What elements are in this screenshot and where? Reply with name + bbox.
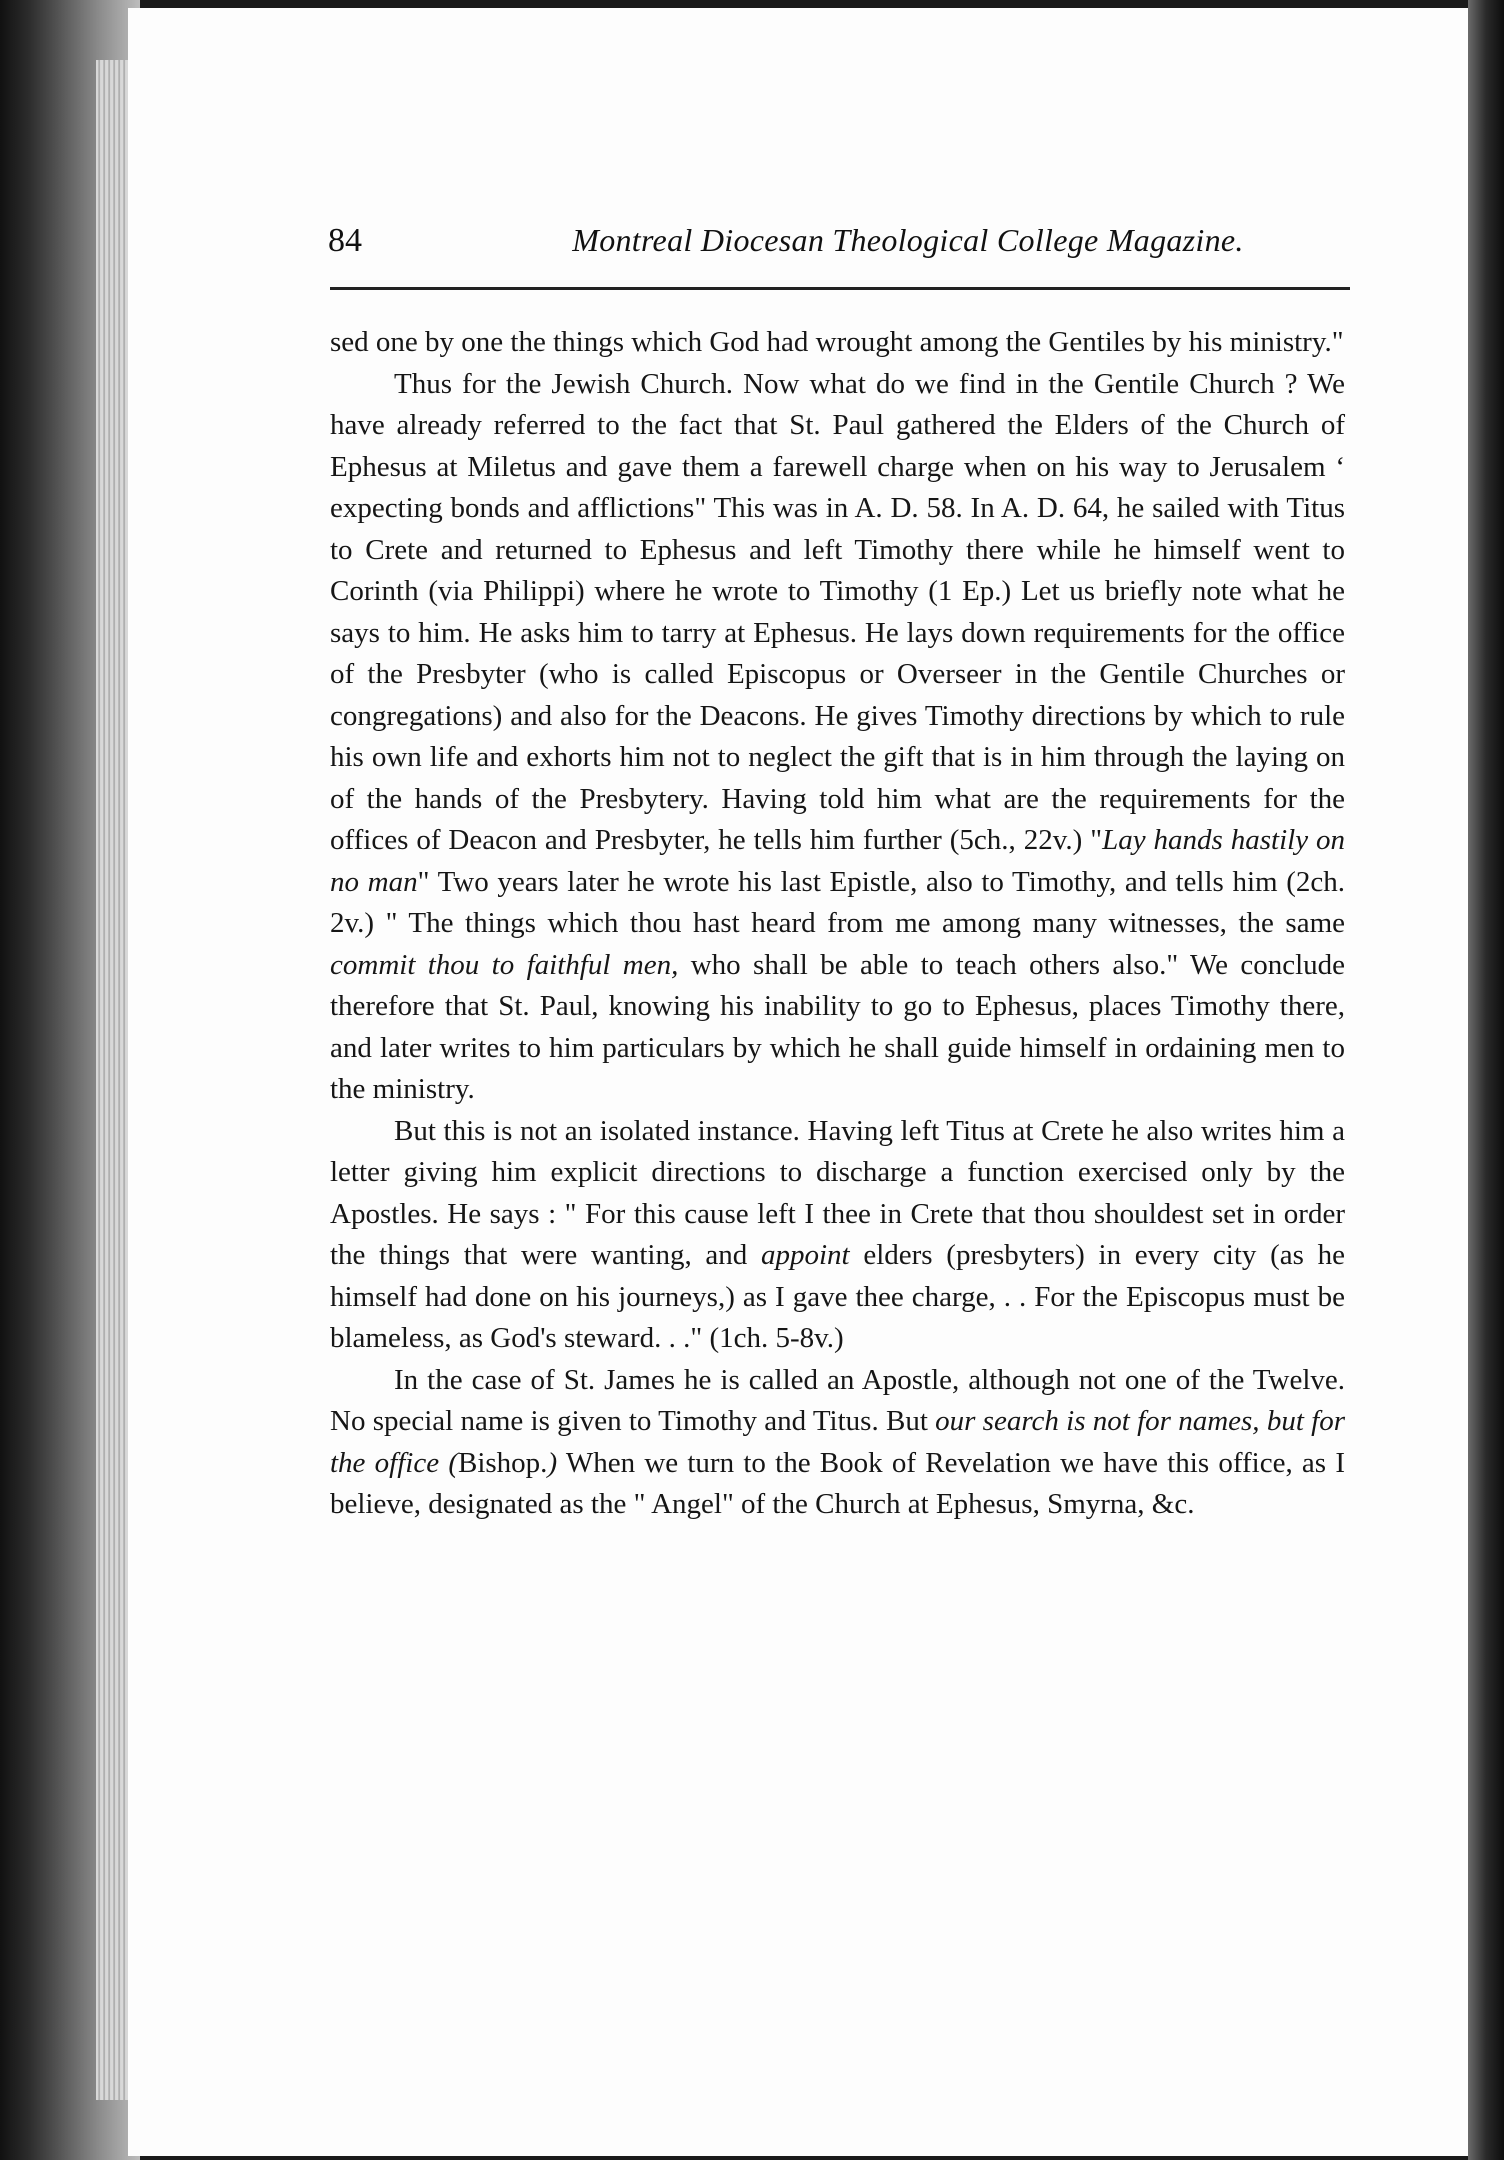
paragraph: [330, 322, 1345, 364]
page-gutter-shadow: [1468, 0, 1504, 2160]
text-run: elders (presbyters) in every city (as he himself had done on his journeys,) as I gave thee charge, . . For the Episcopus must be blameless, as God's steward. . ." (1ch. 5-8v.): [330, 1239, 1345, 1354]
running-title: Montreal Diocesan Theological College Magazine.: [572, 222, 1244, 258]
italic-text-run: commit thou to faithful men,: [330, 948, 679, 981]
article-body: [330, 322, 1345, 1526]
page-number: 84: [328, 222, 362, 259]
text-run: In the case of St. James he is called an Apostle, although not one of the Twelve. No special name is given to Timothy and Titus. But: [330, 1363, 1345, 1437]
text-run: " Two years later he wrote his last Epistle, also to Timothy, and tells him (2ch. 2v.) " The things which thou hast heard from me among many witnesses, the same: [330, 865, 1345, 939]
paragraph: [330, 1360, 1345, 1526]
header-rule: [330, 287, 1350, 290]
text-run: But this is not an isolated instance. Having left Titus at Crete he also writes him a letter giving him explicit directions to discharge a function exercised only by the Apostles. He says : " For this cause left I thee in Crete that thou shouldest set in order the things that were wanting, and: [330, 1114, 1345, 1271]
paragraph: [330, 1111, 1345, 1360]
italic-text-run: our search is not for names, but for the office (: [330, 1405, 1345, 1479]
text-run: When we turn to the Book of Revelation we have this office, as I believe, designated as the " Angel" of the Church at Ephesus, Smyrna, &c.: [330, 1446, 1345, 1520]
text-run: Bishop.: [458, 1446, 548, 1479]
italic-text-run: appoint: [761, 1239, 850, 1271]
italic-text-run: ): [547, 1446, 558, 1479]
text-run: Thus for the Jewish Church. Now what do we find in the Gentile Church ? We have already referred to the fact that St. Paul gathered the Elders of the Church of Ephesus at Miletus and gave them a farewell charge when on his way to Jerusalem ‘ expecting bonds and afflictions" This was in A. D. 58. In A. D. 64, he sailed with Titus to Crete and returned to Ephesus and left Timothy there while he himself went to Corinth (via Philippi) where he wrote to Timothy (1 Ep.) Let us briefly note what he says to him. He asks him to tarry at Ephesus. He lays down requirements for the office of the Presbyter (who is called Episcopus or Overseer in the Gentile Churches or congregations) and also for the Deacons. He gives Timothy directions by which to rule his own life and exhorts him not to neglect the gift that is in him through the laying on of the hands of the Presbytery. Having told him what are the requirements for the offices of Deacon and Presbyter, he tells him further (5ch., 22v.) ": [330, 367, 1345, 856]
page-header: [328, 222, 1348, 270]
paragraph: [330, 364, 1345, 1111]
text-run: who shall be able to teach others also." We conclude therefore that St. Paul, knowing his inability to go to Ephesus, places Timothy there, and later writes to him particulars by which he shall guide himself in ordaining men to the ministry.: [330, 948, 1346, 1105]
text-run: sed one by one the things which God had wrought among the Gentiles by his ministry.": [330, 326, 1344, 358]
italic-text-run: Lay hands hastily on no man: [330, 824, 1346, 898]
